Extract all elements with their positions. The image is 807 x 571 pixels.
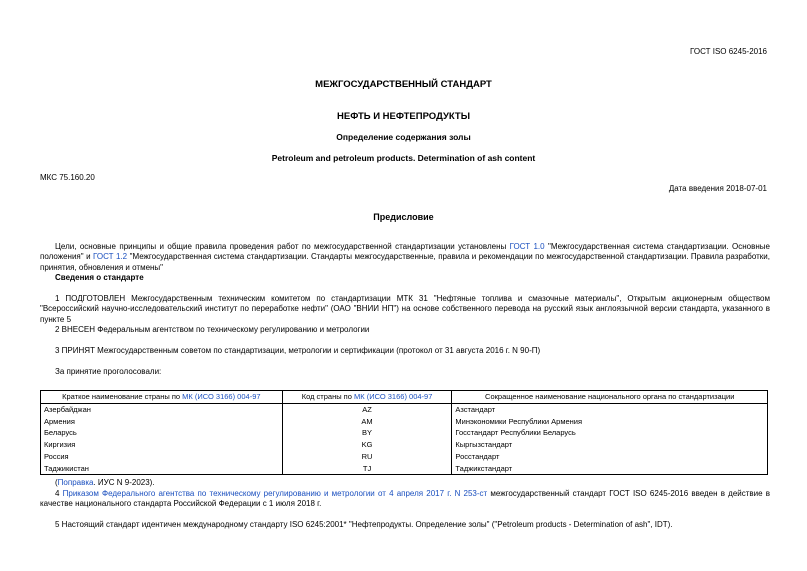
body-cell: Росстандарт (452, 451, 768, 463)
main-title: НЕФТЬ И НЕФТЕПРОДУКТЫ (337, 111, 470, 122)
code-cell: RU (282, 451, 452, 463)
members-table (40, 390, 768, 475)
col-body-header: Сокращенное наименование национального органа по стандартизации (452, 391, 768, 404)
gost-1-2-link[interactable]: ГОСТ 1.2 (93, 252, 128, 262)
table-row (41, 439, 768, 451)
table-row (41, 416, 768, 428)
subtitle-ru: Определение содержания золы (336, 132, 471, 142)
mk-iso-link-1[interactable]: МК (ИСО 3166) 004-97 (182, 392, 261, 401)
amendment-note (40, 478, 770, 488)
code-cell: AZ (282, 403, 452, 415)
subtitle-en: Petroleum and petroleum products. Determination of ash content (271, 153, 536, 163)
country-cell: Таджикистан (41, 463, 283, 475)
item-4-number: 4 (55, 489, 63, 498)
body-cell: Таджикстандарт (452, 463, 768, 475)
intro-date: Дата введения 2018-07-01 (668, 184, 767, 193)
country-cell: Киргизия (41, 439, 283, 451)
table-row (41, 463, 768, 475)
code-cell: AM (282, 416, 452, 428)
table-header-row (41, 391, 768, 404)
body-cell: Минэкономики Республики Армения (452, 416, 768, 428)
item-3: 3 ПРИНЯТ Межгосударственным советом по стандартизации, метрологии и сертификации (протокол от 31 августа 2016 г. N 90-П) (55, 346, 541, 355)
amend-rest: . ИУС N 9-2023). (93, 478, 155, 487)
preface-text-2: "Межгосударственная система стандартизации. Основные положения" и (40, 242, 770, 262)
amendment-link[interactable]: Поправка (57, 478, 94, 487)
country-cell: Азербайджан (41, 403, 283, 415)
mk-iso-link-2[interactable]: МК (ИСО 3166) 004-97 (354, 392, 433, 401)
body-cell: Кыргызстандарт (452, 439, 768, 451)
standard-type: МЕЖГОСУДАРСТВЕННЫЙ СТАНДАРТ (315, 79, 492, 90)
preface-paragraph (40, 242, 770, 273)
country-cell: Беларусь (41, 427, 283, 439)
order-link[interactable]: Приказом Федерального агентства по техническому регулированию и метрологии от 4 апреля 2017 г. N 253-ст (62, 489, 488, 498)
table-row (41, 451, 768, 463)
doc-code: ГОСТ ISO 6245-2016 (690, 47, 767, 56)
item-1: 1 ПОДГОТОВЛЕН Межгосударственным техническим комитетом по стандартизации МТК 31 "Нефтяные топлива и смазочные материалы", Открытым акционерным обществом "Всероссийский научно-исследовательский институт по переработке нефти" (ОАО "ВНИИ НП") на основе собственного перевода на русский язык англоязычной версии стандарта, указанного в пункте 5 (40, 294, 770, 324)
amend-open: ( (55, 478, 58, 487)
gost-1-0-link[interactable]: ГОСТ 1.0 (509, 242, 545, 251)
code-cell: KG (282, 439, 452, 451)
preface-text-3: "Межгосударственная система стандартизации. Стандарты межгосударственные, правила и рекомендации по межгосударственной стандартизации. Правила разработки, принятия, обновления и отмены" (40, 252, 770, 272)
country-cell: Россия (41, 451, 283, 463)
col-country-text: Краткое наименование страны по (62, 392, 183, 401)
table-row (41, 427, 768, 439)
code-cell: BY (282, 427, 452, 439)
col-country-header (41, 391, 283, 404)
col-code-text: Код страны по (301, 392, 354, 401)
preface-heading: Предисловие (373, 212, 434, 222)
col-code-header (282, 391, 452, 404)
preface-text-1: Цели, основные принципы и общие правила проведения работ по межгосударственной стандартизации установлены (55, 242, 510, 251)
item-4-text: межгосударственный стандарт ГОСТ ISO 6245-2016 введен в действие в качестве национального стандарта Российской Федерации с 1 июля 2018 г. (40, 489, 770, 509)
body-cell: Азстандарт (452, 403, 768, 415)
item-2: 2 ВНЕСЕН Федеральным агентством по техническому регулированию и метрологии (55, 325, 370, 334)
mks-code: МКС 75.160.20 (40, 173, 95, 182)
item-4 (40, 489, 770, 510)
table-row (41, 403, 768, 415)
voted-label: За принятие проголосовали: (55, 367, 162, 376)
country-cell: Армения (41, 416, 283, 428)
item-5: 5 Настоящий стандарт идентичен международному стандарту ISO 6245:2001* "Нефтепродукты. Определение золы" ("Petroleum products - Determination of ash", IDT). (55, 520, 673, 529)
info-heading: Сведения о стандарте (55, 273, 144, 282)
code-cell: TJ (282, 463, 452, 475)
body-cell: Госстандарт Республики Беларусь (452, 427, 768, 439)
